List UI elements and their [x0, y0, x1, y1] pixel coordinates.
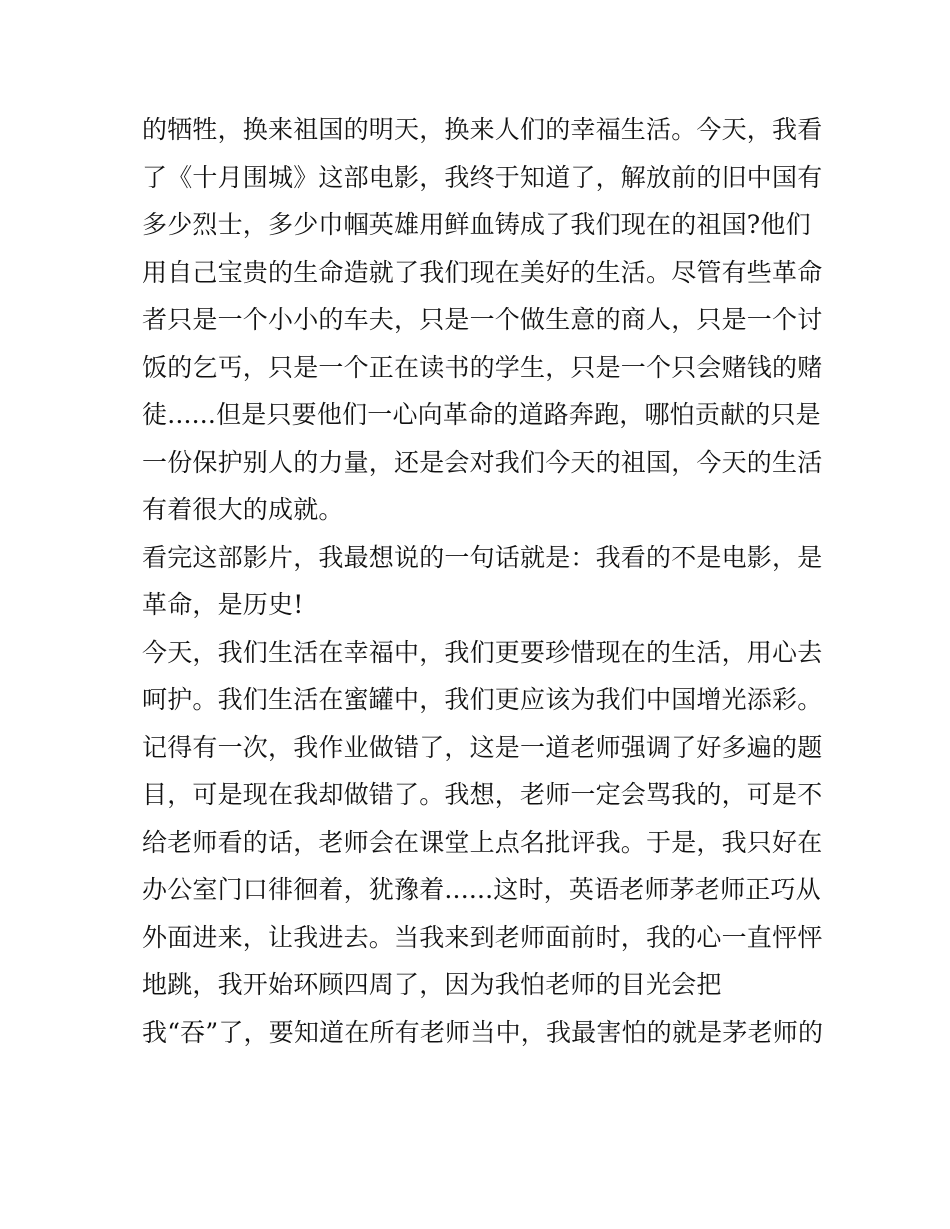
text-line: 目，可是现在我却做错了。我想，老师一定会骂我的，可是不: [142, 780, 823, 809]
text-line: 者只是一个小小的车夫，只是一个做生意的商人，只是一个讨: [142, 305, 823, 334]
text-line: 办公室门口徘徊着，犹豫着......这时，英语老师茅老师正巧从: [142, 875, 821, 904]
text-line: 一份保护别人的力量，还是会对我们今天的祖国，今天的生活: [142, 447, 823, 477]
text-line: 徒......但是只要他们一心向革命的道路奔跑，哪怕贡献的只是: [142, 400, 821, 429]
text-line: 多少烈士，多少巾帼英雄用鲜血铸成了我们现在的祖国?他们: [142, 210, 811, 239]
text-line: 革命，是历史!: [142, 590, 304, 619]
text-line: 了《十月围城》这部电影，我终于知道了，解放前的旧中国有: [142, 162, 823, 192]
text-line: 用自己宝贵的生命造就了我们现在美好的生活。尽管有些革命: [142, 257, 823, 287]
text-line: 记得有一次，我作业做错了，这是一道老师强调了好多遍的题: [142, 732, 823, 762]
text-line: 地跳，我开始环顾四周了，因为我怕老师的目光会把: [142, 970, 722, 999]
text-line: 的牺牲，换来祖国的明天，换来人们的幸福生活。今天，我看: [142, 115, 823, 144]
text-line: 我“吞”了，要知道在所有老师当中，我最害怕的就是茅老师的: [142, 1017, 824, 1047]
text-line: 饭的乞丐，只是一个正在读书的学生，只是一个只会赌钱的赌: [142, 352, 823, 382]
body-text: [142, 106, 822, 1056]
text-line: 呵护。我们生活在蜜罐中，我们更应该为我们中国增光添彩。: [142, 685, 823, 714]
text-line: 今天，我们生活在幸福中，我们更要珍惜现在的生活，用心去: [142, 637, 823, 667]
text-line: 有着很大的成就。: [142, 495, 344, 524]
text-line: 给老师看的话，老师会在课堂上点名批评我。于是，我只好在: [142, 827, 823, 857]
text-line: 看完这部影片，我最想说的一句话就是：我看的不是电影，是: [142, 542, 823, 572]
text-line: 外面进来，让我进去。当我来到老师面前时，我的心一直怦怦: [142, 922, 823, 952]
